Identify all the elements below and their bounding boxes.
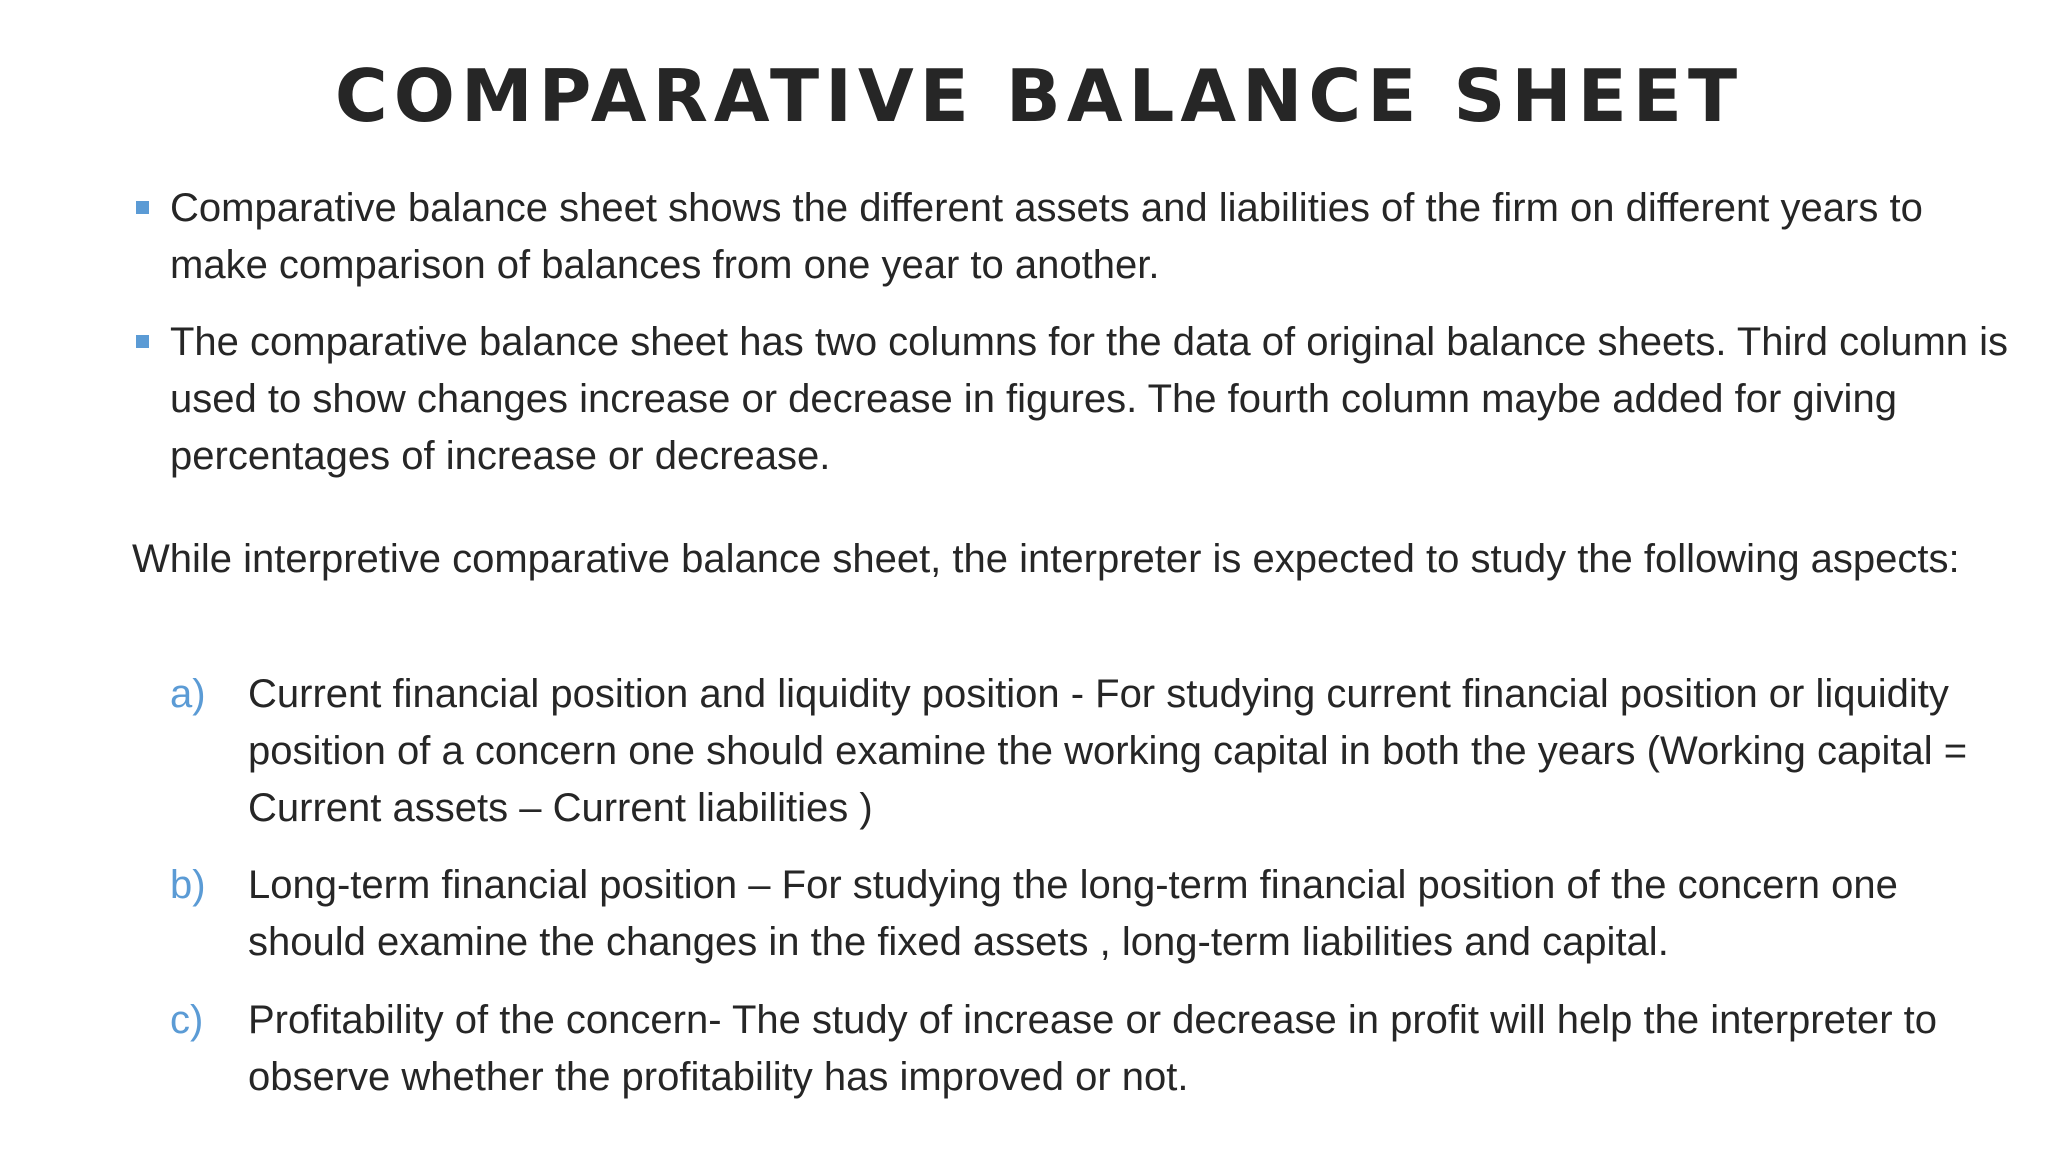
aspect-item bbox=[170, 992, 2020, 1106]
intro-text: While interpretive comparative balance sheet, the interpreter is expected to study the following aspects: bbox=[132, 537, 1960, 581]
slide-title: COMPARATIVE BALANCE SHEET bbox=[334, 54, 1744, 138]
square-bullet-icon bbox=[136, 201, 149, 214]
aspect-text: Long-term financial position – For studying the long-term financial position of the concern one should examine the changes in the fixed assets , long-term liabilities and capital. bbox=[248, 863, 1898, 964]
bullet-text: The comparative balance sheet has two columns for the data of original balance sheets. Third column is used to show changes increase or decrease in figures. The fourth column maybe added for giving percentages of increase or decrease. bbox=[170, 320, 2009, 478]
bullet-item bbox=[132, 314, 2012, 485]
intro-paragraph bbox=[132, 531, 2012, 588]
aspect-text: Profitability of the concern- The study of increase or decrease in profit will help the interpreter to observe whether the profitability has improved or not. bbox=[248, 998, 1938, 1099]
aspect-item bbox=[170, 666, 2020, 837]
square-bullet-icon bbox=[136, 335, 149, 348]
aspect-marker: c) bbox=[170, 998, 204, 1042]
aspect-marker: a) bbox=[170, 672, 206, 716]
aspect-item bbox=[170, 857, 2020, 971]
bullet-text: Comparative balance sheet shows the different assets and liabilities of the firm on different years to make comparison of balances from one year to another. bbox=[170, 186, 1923, 287]
aspect-text: Current financial position and liquidity position - For studying current financial position or liquidity position of a concern one should examine the working capital in both the years (Working capital = Current assets – Current liabilities ) bbox=[248, 672, 1968, 830]
bullet-item bbox=[132, 180, 2012, 294]
aspect-marker: b) bbox=[170, 863, 206, 907]
